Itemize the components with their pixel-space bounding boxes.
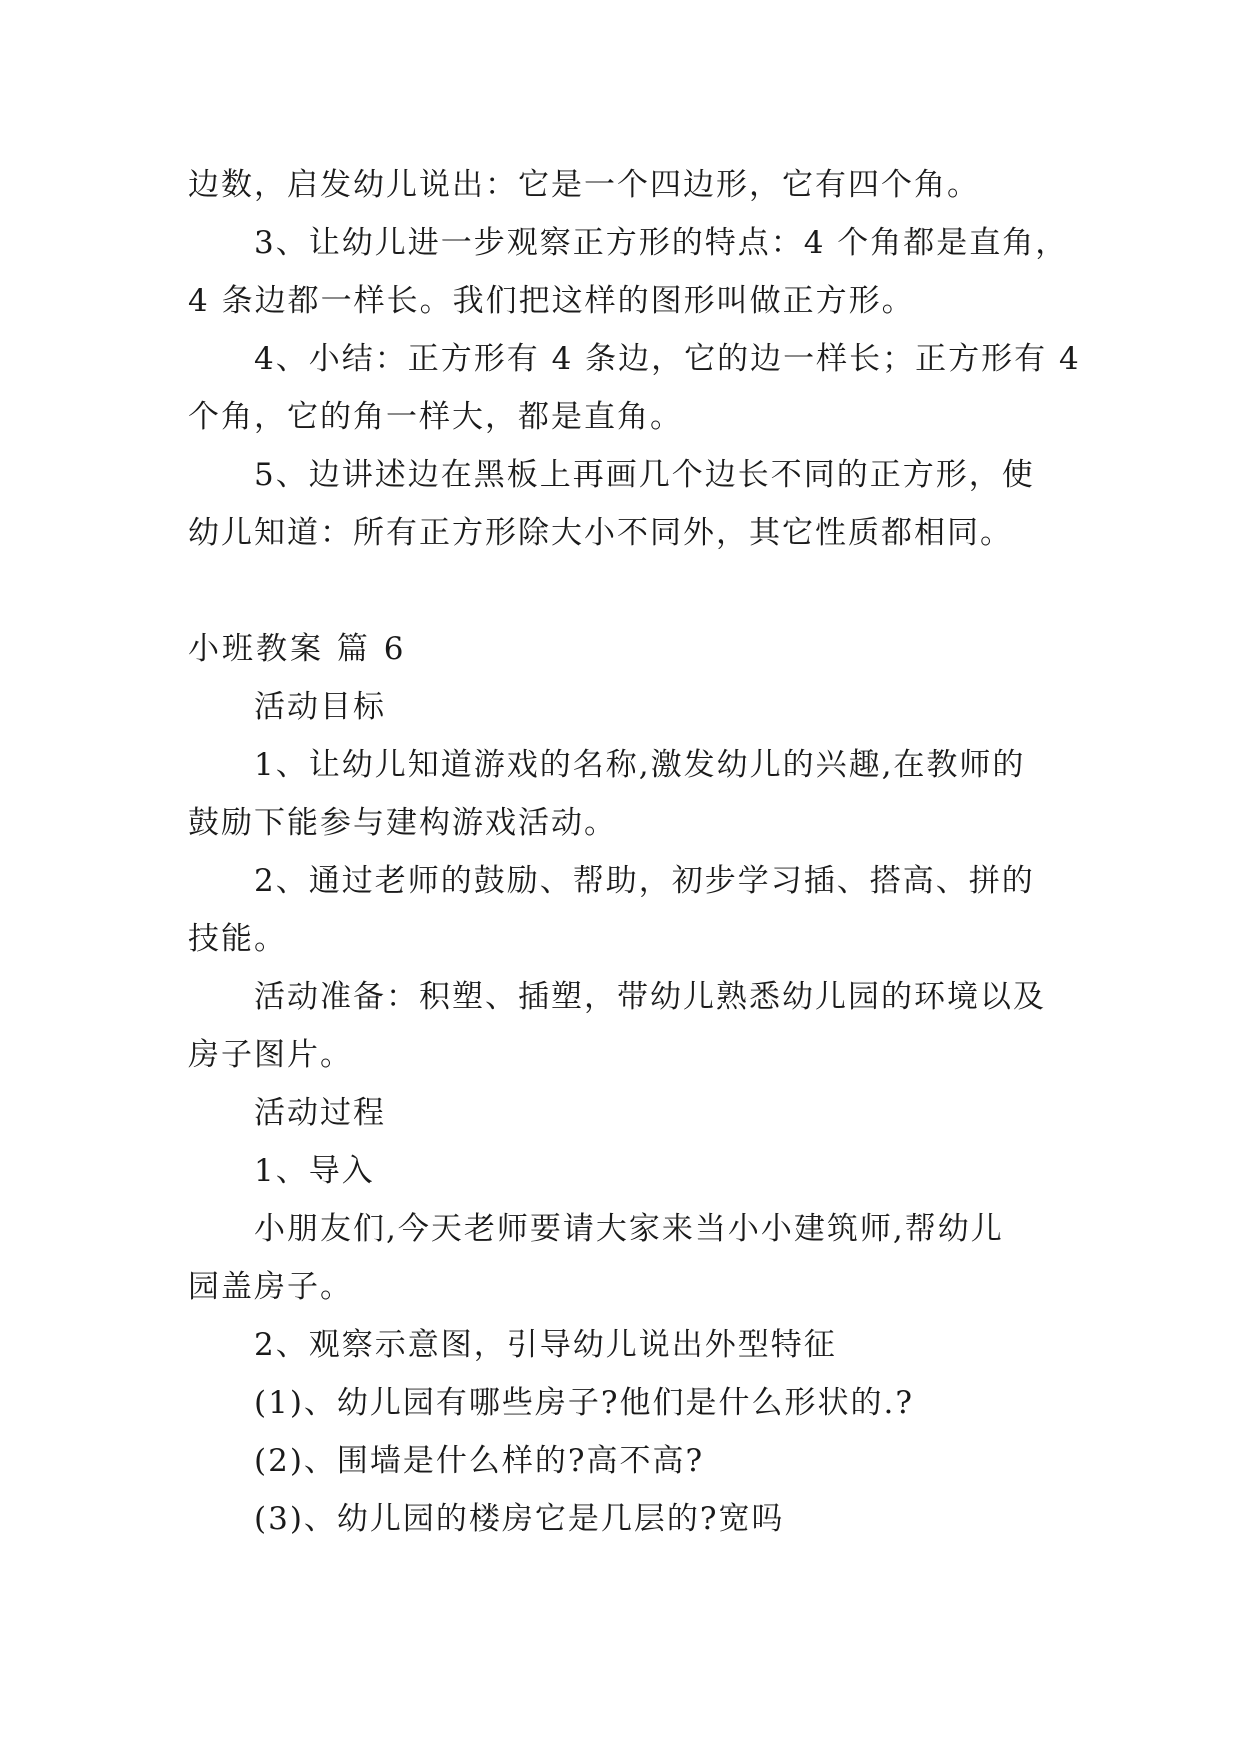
- text-line: 幼儿知道：所有正方形除大小不同外，其它性质都相同。: [188, 515, 1013, 551]
- section-heading: 小班教案 篇 6: [188, 631, 407, 667]
- text-line: 2、观察示意图，引导幼儿说出外型特征: [254, 1327, 837, 1363]
- text-line: 1、让幼儿知道游戏的名称,激发幼儿的兴趣,在教师的: [254, 747, 1026, 783]
- text-line: 园盖房子。: [188, 1269, 353, 1305]
- text-line: (1)、幼儿园有哪些房子?他们是什么形状的.?: [254, 1385, 915, 1421]
- text-line: 2、通过老师的鼓励、帮助，初步学习插、搭高、拼的: [254, 863, 1035, 899]
- text-line: 4、小结：正方形有 4 条边，它的边一样长；正方形有 4: [254, 341, 1081, 377]
- text-line: 鼓励下能参与建构游戏活动。: [188, 805, 617, 841]
- text-line: 1、导入: [254, 1153, 375, 1189]
- text-line: 小朋友们,今天老师要请大家来当小小建筑师,帮幼儿: [254, 1211, 1004, 1247]
- text-line: 5、边讲述边在黑板上再画几个边长不同的正方形，使: [254, 457, 1035, 493]
- text-line: 房子图片。: [188, 1037, 353, 1073]
- text-line: (2)、围墙是什么样的?高不高?: [254, 1443, 705, 1479]
- text-line: 活动准备：积塑、插塑，带幼儿熟悉幼儿园的环境以及: [254, 979, 1046, 1015]
- text-line: 边数，启发幼儿说出：它是一个四边形，它有四个角。: [188, 167, 980, 203]
- text-line: 4 条边都一样长。我们把这样的图形叫做正方形。: [188, 283, 915, 319]
- subheading: 活动目标: [254, 689, 386, 725]
- subheading: 活动过程: [254, 1095, 386, 1131]
- text-line: 3、让幼儿进一步观察正方形的特点：4 个角都是直角，: [254, 225, 1069, 261]
- text-line: 技能。: [188, 921, 287, 957]
- text-line: (3)、幼儿园的楼房它是几层的?宽吗: [254, 1501, 785, 1537]
- text-line: 个角，它的角一样大，都是直角。: [188, 399, 683, 435]
